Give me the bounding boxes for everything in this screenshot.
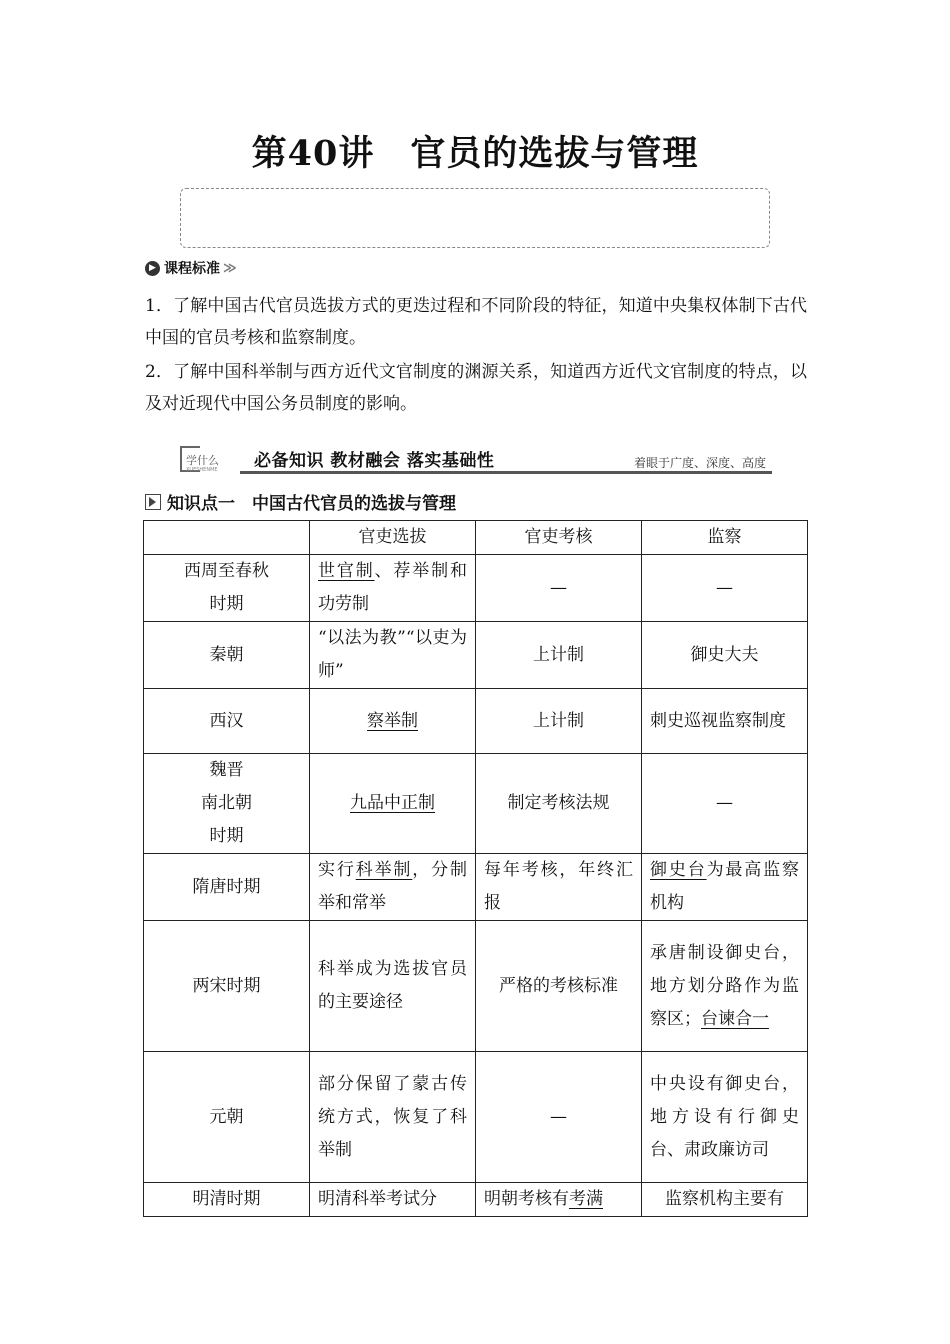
notes-box — [180, 188, 770, 248]
table-row — [144, 1052, 808, 1183]
supervision-cell: 御史台为最高监察机构 — [642, 854, 808, 921]
table-row — [144, 854, 808, 921]
officials-table — [143, 520, 808, 1217]
double-chevron-icon: ≫ — [223, 260, 237, 276]
play-circle-icon: ▶ — [145, 261, 160, 276]
selection-cell: 九品中正制 — [310, 754, 476, 854]
period-cell: 魏晋 南北朝 时期 — [144, 754, 310, 854]
supervision-cell: 承唐制设御史台，地方划分路作为监察区；台谏合一 — [642, 921, 808, 1052]
selection-cell: 科举成为选拔官员的主要途径 — [310, 921, 476, 1052]
supervision-cell: — — [642, 754, 808, 854]
period-cell: 西周至春秋时期 — [144, 555, 310, 622]
standard-item-1: 1．了解中国古代官员选拔方式的更迭过程和不同阶段的特征，知道中央集权体制下古代中国的官员考核和监察制度。 — [145, 296, 807, 348]
knowledge-point-label: 知识点一 中国古代官员的选拔与管理 — [167, 494, 456, 514]
period-cell: 西汉 — [144, 689, 310, 754]
standards-heading — [145, 258, 237, 278]
assessment-cell: 每年考核，年终汇报 — [476, 854, 642, 921]
standards-heading-label: 课程标准 — [164, 261, 220, 277]
knowledge-point-heading — [145, 489, 456, 514]
assessment-cell: 明朝考核有考满 — [476, 1183, 642, 1217]
supervision-cell: 刺史巡视监察制度 — [642, 689, 808, 754]
assessment-cell: 制定考核法规 — [476, 754, 642, 854]
selection-cell: 察举制 — [310, 689, 476, 754]
period-cell: 两宋时期 — [144, 921, 310, 1052]
period-cell: 明清时期 — [144, 1183, 310, 1217]
period-cell: 隋唐时期 — [144, 854, 310, 921]
assessment-cell: 上计制 — [476, 689, 642, 754]
selection-cell: 明清科举考试分 — [310, 1183, 476, 1217]
table-row — [144, 921, 808, 1052]
selection-cell: 实行科举制，分制举和常举 — [310, 854, 476, 921]
assessment-cell: 上计制 — [476, 622, 642, 689]
table-header: 官吏选拔 — [310, 521, 476, 555]
banner-title: 必备知识 教材融会 落实基础性 — [254, 451, 495, 471]
table-row — [144, 555, 808, 622]
supervision-cell: — — [642, 555, 808, 622]
supervision-cell: 御史大夫 — [642, 622, 808, 689]
selection-cell: 世官制、荐举制和功劳制 — [310, 555, 476, 622]
assessment-cell: — — [476, 555, 642, 622]
period-cell: 秦朝 — [144, 622, 310, 689]
selection-cell: “以法为教”“以吏为师” — [310, 622, 476, 689]
play-square-icon — [145, 494, 161, 510]
table-header-row — [144, 521, 808, 555]
assessment-cell: — — [476, 1052, 642, 1183]
page-title: 第40讲 官员的选拔与管理 — [251, 133, 699, 174]
supervision-cell: 中央设有御史台，地方设有行御史台、肃政廉访司 — [642, 1052, 808, 1183]
assessment-cell: 严格的考核标准 — [476, 921, 642, 1052]
table-row — [144, 754, 808, 854]
selection-cell: 部分保留了蒙古传统方式，恢复了科举制 — [310, 1052, 476, 1183]
table-row — [144, 1183, 808, 1217]
standard-item-2: 2．了解中国科举制与西方近代文官制度的渊源关系，知道西方近代文官制度的特点，以及对近现代中国公务员制度的影响。 — [145, 362, 807, 414]
table-row — [144, 622, 808, 689]
xueshenme-logo: 学什么 XUESHENME — [178, 446, 240, 474]
section-banner — [178, 444, 772, 474]
period-cell: 元朝 — [144, 1052, 310, 1183]
banner-rule — [240, 471, 772, 474]
table-header: 监察 — [642, 521, 808, 555]
table-header — [144, 521, 310, 555]
banner-subtitle: 着眼于广度、深度、高度 — [633, 456, 766, 470]
supervision-cell: 监察机构主要有 — [642, 1183, 808, 1217]
table-row — [144, 689, 808, 754]
table-header: 官吏考核 — [476, 521, 642, 555]
